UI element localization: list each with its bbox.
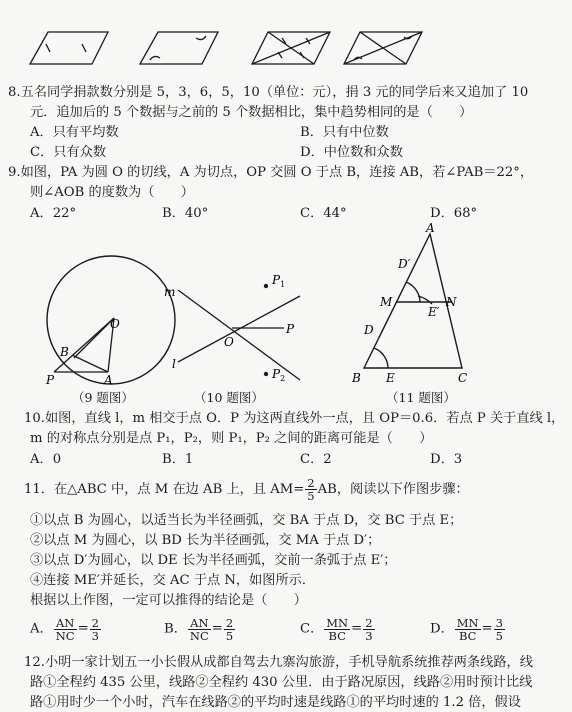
fig10-label-l: l xyxy=(172,357,176,371)
q8-option-d: D．中位数和众数 xyxy=(300,145,403,160)
q12-stem-line2: 路①全程约 435 公里，线路②全程约 430 公里．由于路况原因，线路②用时预计比线 xyxy=(30,675,533,690)
fig9-label-p: P xyxy=(46,373,55,387)
q11-d-right-num: 3 xyxy=(495,615,503,630)
fig11-label-b: B xyxy=(352,371,361,385)
fig10-label-m: m xyxy=(164,285,176,299)
fig11-caption: （11 题图） xyxy=(386,390,456,405)
q11-c-right-num: 2 xyxy=(365,615,373,630)
q10-option-a: A．0 xyxy=(30,452,62,467)
q10-stem-line2: m 的对称点分别是点 P₁，P₂，则 P₁，P₂ 之间的距离可能是（ ） xyxy=(30,431,433,446)
q10-option-b: B．1 xyxy=(162,452,194,467)
q11-option-a: A． $\frac{AN}{NC}$ = $\frac{2}{3}$ xyxy=(30,615,99,643)
q11-a-right-den: 3 xyxy=(91,628,99,643)
q11-b-right-den: 5 xyxy=(225,628,234,643)
q11-a-left-den: NC xyxy=(55,628,75,643)
fig11-arc-b xyxy=(374,348,388,368)
q11-c-right-den: 3 xyxy=(365,628,373,643)
q11-stem-fraction-denominator: 5 xyxy=(307,489,315,503)
q11-a-right-num: 2 xyxy=(91,615,99,630)
q11-ask: 根据以上作图，一定可以推得的结论是（ ） xyxy=(30,593,307,608)
fig10-label-p2-sub: 2 xyxy=(280,374,286,383)
q8-option-c: C．只有众数 xyxy=(30,145,107,160)
q9-option-a: A．22° xyxy=(30,206,77,221)
q11-stem-fraction-numerator: 2 xyxy=(307,476,315,490)
q12-stem-line3: 路①用时少一个小时，汽车在线路②的平均时速是线路①的平均时速的 1.2 倍，假设 xyxy=(30,695,521,710)
q11-stem-fraction xyxy=(305,477,316,502)
fig10-label-p2: P xyxy=(272,367,281,381)
q11-d-left-num: MN xyxy=(456,615,479,630)
q11-option-c: C． $\frac{MN}{BC}$ = $\frac{2}{3}$ xyxy=(300,615,373,643)
fig11-label-a: A xyxy=(426,221,435,235)
fig11-label-n: N xyxy=(446,295,457,309)
q11-stem xyxy=(24,476,469,504)
q12-stem-line1: 12.小明一家计划五一小长假从成都自驾去九寨沟旅游，手机导航系统推荐两条线路，线 xyxy=(24,655,533,670)
fig11-label-c: C xyxy=(458,371,468,385)
q11-a-left-num: AN xyxy=(54,617,77,630)
q11-option-b: B． $\frac{AN}{NC}$ = $\frac{2}{5}$ xyxy=(164,615,234,643)
fig10-label-o: O xyxy=(224,335,234,349)
fig9-label-o: O xyxy=(110,317,120,331)
q8-option-a: A．只有平均数 xyxy=(30,125,119,140)
q11-c-left-den: BC xyxy=(328,628,346,643)
q11-step-3: ③以点 D′为圆心，以 DE 长为半径画弧，交前一条弧于点 E′； xyxy=(30,553,397,568)
q9-stem-line1: 9.如图，PA 为圆 O 的切线，A 为切点，OP 交圆 O 于点 B，连接 AB，若∠PAB＝22°， xyxy=(8,165,534,180)
fig11-label-d-prime: D′ xyxy=(398,257,411,271)
fig11-label-d: D xyxy=(364,323,374,337)
q11-b-left-num: AN xyxy=(188,617,211,630)
fig10-caption: （10 题图） xyxy=(194,390,264,405)
q11-stem-pre: 11．在△ABC 中，点 M 在边 AB 上，且 AM= xyxy=(24,482,305,497)
q11-b-right-num: 2 xyxy=(225,615,234,630)
q11-step-4: ④连接 ME′并延长，交 AC 于点 N，如图所示． xyxy=(30,573,316,588)
fig9-label-a: A xyxy=(104,373,113,387)
fig10-label-p: P xyxy=(286,322,295,336)
fig10-label-p1-sub: 1 xyxy=(280,280,286,289)
q11-step-2: ②以点 M 为圆心，以 BD 长为半径画弧，交 MA 于点 D′； xyxy=(30,533,381,548)
q8-option-b: B．只有中位数 xyxy=(300,125,389,140)
q11-c-left-num: MN xyxy=(326,615,349,630)
q11-step-1: ①以点 B 为圆心，以适当长为半径画弧，交 BA 于点 D，交 BC 于点 E； xyxy=(30,513,463,528)
q11-stem-post: AB，阅读以下作图步骤： xyxy=(317,482,469,497)
q11-d-left-den: BC xyxy=(458,628,477,643)
fig10-label-p1: P xyxy=(272,273,281,287)
fig11-label-e: E xyxy=(386,371,395,385)
fig9-label-b: B xyxy=(60,345,69,359)
q9-option-d: D．68° xyxy=(430,206,478,221)
q11-d-right-den: 5 xyxy=(495,628,503,643)
q9-option-b: B．40° xyxy=(162,206,209,221)
q9-stem-line2: 则∠AOB 的度数为（ ） xyxy=(30,185,194,200)
q11-option-d: D． $\frac{MN}{BC}$ = $\frac{3}{5}$ xyxy=(430,615,503,643)
fig11-arc-m xyxy=(406,282,420,302)
fig9-caption: （9 题图） xyxy=(72,390,134,405)
q8-stem-line2: 元．追加后的 5 个数据与之前的 5 个数据相比，集中趋势相同的是（ ） xyxy=(30,105,473,120)
q10-option-c: C．2 xyxy=(300,452,332,467)
fig11-label-e-prime: E′ xyxy=(428,305,440,319)
q9-option-c: C．44° xyxy=(300,206,347,221)
q10-stem-line1: 10.如图，直线 l，m 相交于点 O．P 为这两直线外一点，且 OP＝0.6．若点 P 关于直线 l， xyxy=(24,411,565,426)
q10-option-d: D．3 xyxy=(430,452,463,467)
q11-b-left-den: NC xyxy=(189,628,209,643)
q8-stem-line1: 8.五名同学捐款数分别是 5，3，6，5，10（单位：元），捐 3 元的同学后来又追加了 10 xyxy=(8,85,529,100)
fig11-label-m: M xyxy=(380,295,393,309)
